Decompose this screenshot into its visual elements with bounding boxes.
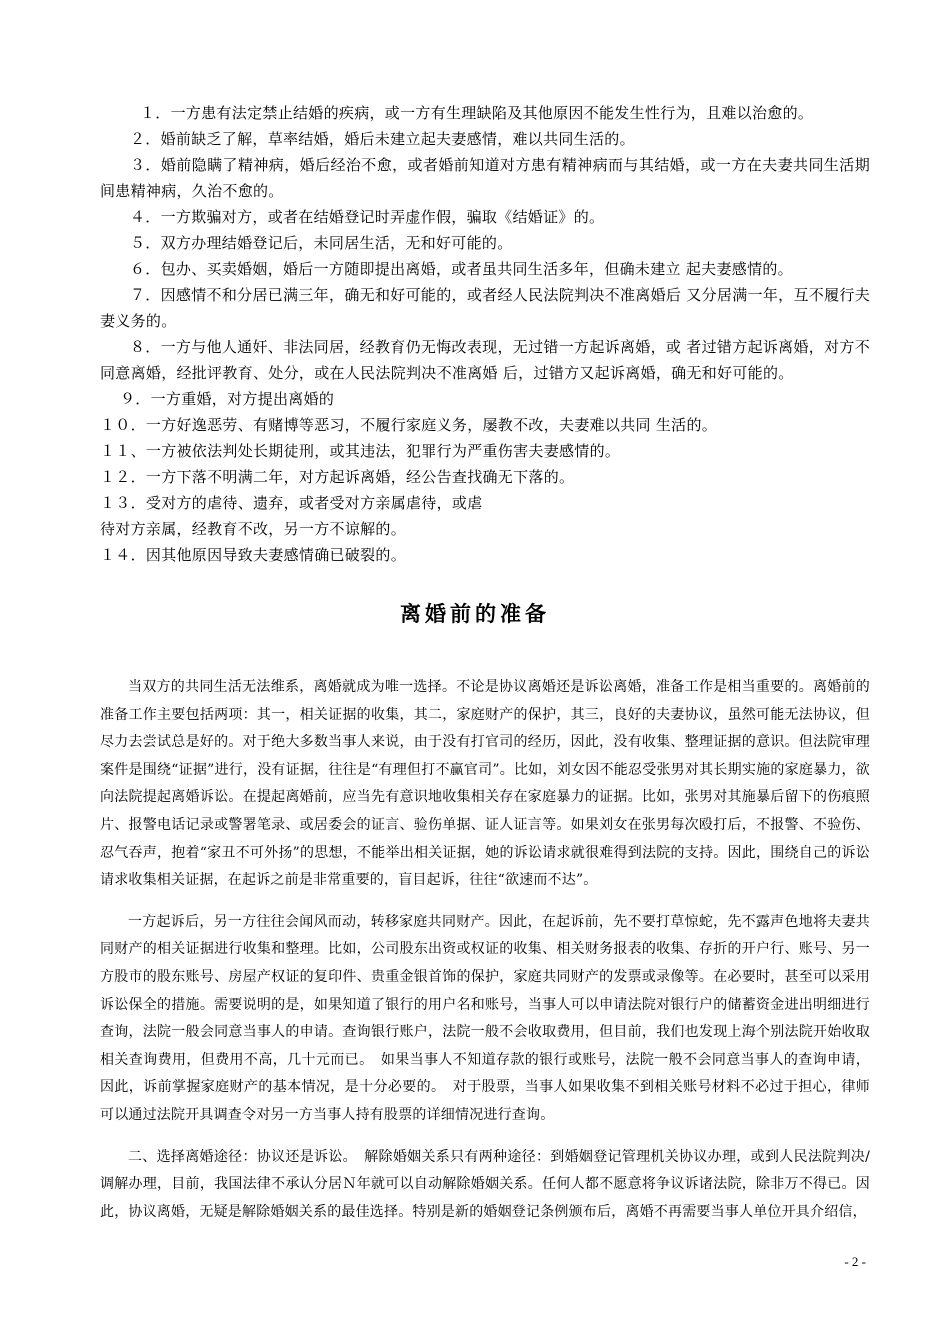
paragraph: 二、选择离婚途径：协议还是诉讼。 解除婚姻关系只有两种途径：到婚姻登记管理机关协议办理，或到人民法院判决/调解办理，目前，我国法律不承认分居Ｎ年就可以自动解除婚姻关系。任何人都不愿意将争议诉诸法院，除非万不得已。因此，协议离婚，无疑是解除婚姻关系的最佳选择。特别是新的婚姻登记条例颁布后，离婚不再需要当事人单位开具介绍信， — [100, 1148, 870, 1220]
list-item: ６．包办、买卖婚姻，婚后一方随即提出离婚，或者虽共同生活多年，但确未建立 起夫妻感情的。 — [130, 260, 793, 278]
list-item: ３．婚前隐瞒了精神病，婚后经治不愈，或者婚前知道对方患有精神病而与其结婚，或一方在夫妻共同生活期间患精神病，久治不愈的。 — [100, 156, 870, 200]
list-item: １１、一方被依法判处长期徒刑，或其违法，犯罪行为严重伤害夫妻感情的。 — [100, 442, 621, 460]
grounds-list — [100, 100, 870, 568]
section-title: 离婚前的准备 — [400, 602, 550, 626]
list-item: １４．因其他原因导致夫妻感情确已破裂的。 — [100, 546, 407, 564]
list-item: １．一方患有法定禁止结婚的疾病，或一方有生理缺陷及其他原因不能发生性行为，且难以治愈的。 — [140, 104, 814, 122]
list-item: １３．受对方的虐待、遗弃，或者受对方亲属虐待，或虐 — [100, 494, 483, 512]
list-item: ９．一方重婚，对方提出离婚的 — [120, 390, 335, 408]
list-item: ２．婚前缺乏了解，草率结婚，婚后未建立起夫妻感情，难以共同生活的。 — [130, 130, 635, 148]
list-item: １０．一方好逸恶劳、有赌博等恶习，不履行家庭义务，屡教不改，夫妻难以共同 生活的。 — [100, 416, 718, 434]
page-number: - 2 - — [844, 1254, 866, 1269]
paragraph: 一方起诉后，另一方往往会闻风而动，转移家庭共同财产。因此，在起诉前，先不要打草惊蛇，先不露声色地将夫妻共同财产的相关证据进行收集和整理。比如，公司股东出资或权证的收集、相关财务报表的收集、存折的开户行、账号、另一方股市的股东账号、房屋产权证的复印件、贵重金银首饰的保护，家庭共同财产的发票或录像等。在必要时，甚至可以采用诉讼保全的措施。需要说明的是，如果知道了银行的用户名和账号，当事人可以申请法院对银行户的储蓄资金进出明细进行查询，法院一般会同意当事人的申请。查询银行账户，法院一般不会收取费用，但目前，我们也发现上海个别法院开始收取相关查询费用，但费用不高，几十元而已。 如果当事人不知道存款的银行或账号，法院一般不会同意当事人的查询申请，因此，诉前掌握家庭财产的基本情况，是十分必要的。 对于股票，当事人如果收集不到相关账号材料不必过于担心，律师可以通过法院开具调查令对另一方当事人持有股票的详细情况进行查询。 — [100, 913, 870, 1123]
list-item: 待对方亲属，经教育不改，另一方不谅解的。 — [100, 520, 407, 538]
list-item: ５．双方办理结婚登记后，未同居生活，无和好可能的。 — [130, 234, 513, 252]
list-item: ４．一方欺骗对方，或者在结婚登记时弄虚作假，骗取《结婚证》的。 — [130, 208, 605, 226]
paragraph: 当双方的共同生活无法维系，离婚就成为唯一选择。不论是协议离婚还是诉讼离婚，准备工作是相当重要的。离婚前的准备工作主要包括两项：其一，相关证据的收集，其二，家庭财产的保护，其三，良好的夫妻协议，虽然可能无法协议，但尽力去尝试总是好的。对于绝大多数当事人来说，由于没有打官司的经历，因此，没有收集、整理证据的意识。但法院审理案件是围绕“证据”进行，没有证据，往往是“有理但打不赢官司”。比如，刘女因不能忍受张男对其长期实施的家庭暴力，欲向法院提起离婚诉讼。在提起离婚前，应当先有意识地收集相关存在家庭暴力的证据。比如，张男对其施暴后留下的伤痕照片、报警电话记录或警署笔录、或居委会的证言、验伤单据、证人证言等。如果刘女在张男每次殴打后，不报警、不验伤、忍气吞声，抱着“家丑不可外扬”的思想，不能举出相关证据，她的诉讼请求就很难得到法院的支持。因此，围绕自己的诉讼请求收集相关证据，在起诉之前是非常重要的，盲目起诉，往往“欲速而不达”。 — [100, 679, 870, 889]
list-item: ７．因感情不和分居已满三年，确无和好可能的，或者经人民法院判决不准离婚后 又分居满一年，互不履行夫妻义务的。 — [100, 286, 870, 330]
body-text — [100, 674, 870, 1240]
list-item: ８．一方与他人通奸、非法同居，经教育仍无悔改表现，无过错一方起诉离婚，或 者过错方起诉离婚，对方不同意离婚，经批评教育、处分，或在人民法院判决不准离婚 后，过错方又起诉离婚，确无和好可能的。 — [100, 338, 870, 382]
list-item: １２．一方下落不明满二年，对方起诉离婚，经公告查找确无下落的。 — [100, 468, 575, 486]
